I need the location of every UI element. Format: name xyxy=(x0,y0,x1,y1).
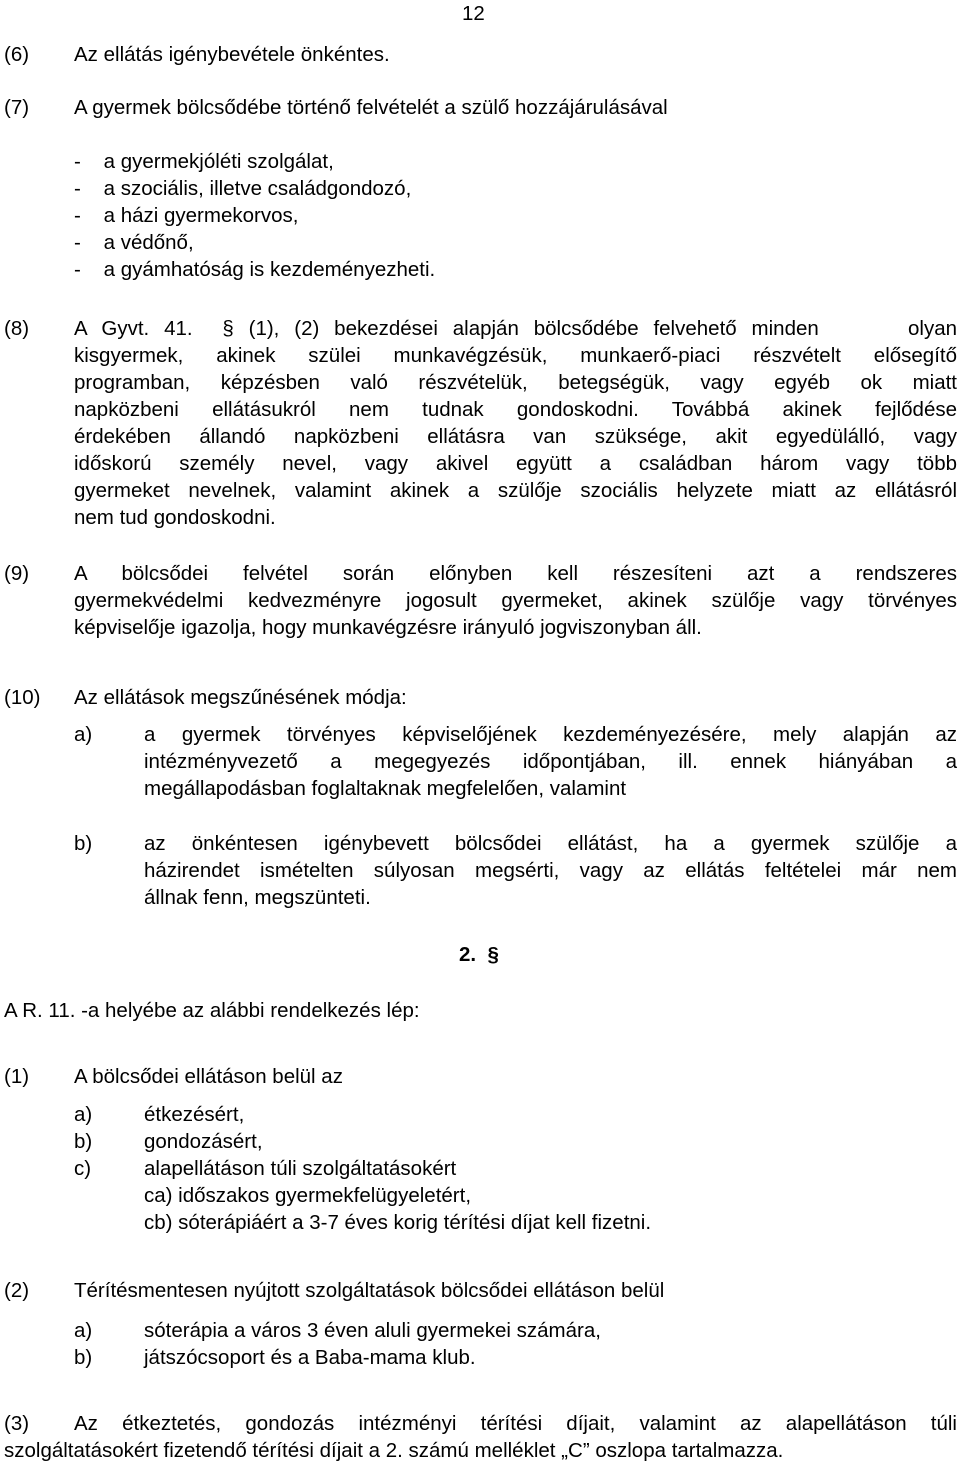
item-a-line: intézményvezető a megegyezés időpontjában, ill. ennek hiányában a xyxy=(144,750,957,773)
list-item: - a gyermekjóléti szolgálat, xyxy=(74,150,334,173)
item-text: játszócsoport és a Baba-mama klub. xyxy=(144,1346,476,1369)
item-label: c) xyxy=(74,1157,92,1180)
paragraph-9-line: gyermekvédelmi kedvezményre jogosult gyermeket, akinek szülője vagy törvényes xyxy=(74,589,957,612)
paragraph-10-text: Az ellátások megszűnésének módja: xyxy=(74,686,407,709)
paragraph-9-line: képviselője igazolja, hogy munkavégzésre irányuló jogviszonyban áll. xyxy=(74,616,702,639)
paragraph-number-10: (10) xyxy=(4,686,41,709)
paragraph-8-line: gyermeket nevelnek, valamint akinek a szülője szociális helyzete miatt az ellátásról xyxy=(74,479,957,502)
item-text: sóterápia a város 3 éven aluli gyermekei számára, xyxy=(144,1319,601,1342)
item-label-a: a) xyxy=(74,723,93,746)
paragraph-8-line: időskorú személy nevel, vagy akivel együtt a családban három vagy több xyxy=(74,452,957,475)
item-text: gondozásért, xyxy=(144,1130,263,1153)
paragraph-8-line: napközbeni ellátásukról nem tudnak gondoskodni. Továbbá akinek fejlődése xyxy=(74,398,957,421)
item-a-line: megállapodásban foglaltaknak megfelelően, valamint xyxy=(144,777,627,800)
paragraph-number-1: (1) xyxy=(4,1065,30,1088)
item-b-line: állnak fenn, megszünteti. xyxy=(144,886,371,909)
paragraph-3-line: szolgáltatásokért fizetendő térítési díjait a 2. számú melléklet „C” oszlopa tartalmazza. xyxy=(4,1439,784,1462)
paragraph-number-9: (9) xyxy=(4,562,30,585)
list-item: - a védőnő, xyxy=(74,231,194,254)
item-label: a) xyxy=(74,1103,93,1126)
item-text: alapellátáson túli szolgáltatásokért xyxy=(144,1157,457,1180)
paragraph-2-text: Térítésmentesen nyújtott szolgáltatások bölcsődei ellátáson belül xyxy=(74,1279,665,1302)
list-item: - a házi gyermekorvos, xyxy=(74,204,299,227)
intro-text: A R. 11. -a helyébe az alábbi rendelkezés lép: xyxy=(4,999,420,1022)
paragraph-number-2: (2) xyxy=(4,1279,30,1302)
paragraph-number-3: (3) xyxy=(4,1412,30,1435)
list-item: - a gyámhatóság is kezdeményezheti. xyxy=(74,258,436,281)
item-label: b) xyxy=(74,1346,93,1369)
list-item: - a szociális, illetve családgondozó, xyxy=(74,177,412,200)
paragraph-number-7: (7) xyxy=(4,96,30,119)
paragraph-number-6: (6) xyxy=(4,43,30,66)
item-b-line: házirendet ismételten súlyosan megsérti, vagy az ellátás feltételei már nem xyxy=(144,859,957,882)
paragraph-8-line: érdekében állandó napközbeni ellátásra van szüksége, akit egyedülálló, vagy xyxy=(74,425,957,448)
item-label-b: b) xyxy=(74,832,93,855)
paragraph-9-line: A bölcsődei felvétel során előnyben kell részesíteni azt a rendszeres xyxy=(74,562,957,585)
page-number: 12 xyxy=(462,2,485,25)
paragraph-8-line: nem tud gondoskodni. xyxy=(74,506,276,529)
item-text: étkezésért, xyxy=(144,1103,245,1126)
item-b-line: az önkéntesen igénybevett bölcsődei ellátást, ha a gyermek szülője a xyxy=(144,832,957,855)
paragraph-6-text: Az ellátás igénybevétele önkéntes. xyxy=(74,43,390,66)
paragraph-number-8: (8) xyxy=(4,317,30,340)
item-a-line: a gyermek törvényes képviselőjének kezdeményezésére, mely alapján az xyxy=(144,723,957,746)
item-label: b) xyxy=(74,1130,93,1153)
paragraph-3-line: Az étkeztetés, gondozás intézményi térítési díjait, valamint az alapellátáson túli xyxy=(74,1412,957,1435)
subitem-text: ca) időszakos gyermekfelügyeletért, xyxy=(144,1184,472,1207)
section-heading: 2. § xyxy=(459,943,499,966)
paragraph-1-text: A bölcsődei ellátáson belül az xyxy=(74,1065,343,1088)
paragraph-8-line: A Gyvt. 41. § (1), (2) bekezdései alapján bölcsődébe felvehető minden olyan xyxy=(74,317,957,340)
paragraph-8-line: programban, képzésben való részvételük, betegségük, vagy egyéb ok miatt xyxy=(74,371,957,394)
item-label: a) xyxy=(74,1319,93,1342)
paragraph-8-line: kisgyermek, akinek szülei munkavégzésük, munkaerő-piaci részvételt elősegítő xyxy=(74,344,957,367)
paragraph-7-text: A gyermek bölcsődébe történő felvételét a szülő hozzájárulásával xyxy=(74,96,668,119)
subitem-text: cb) sóterápiáért a 3-7 éves korig térítési díjat kell fizetni. xyxy=(144,1211,652,1234)
